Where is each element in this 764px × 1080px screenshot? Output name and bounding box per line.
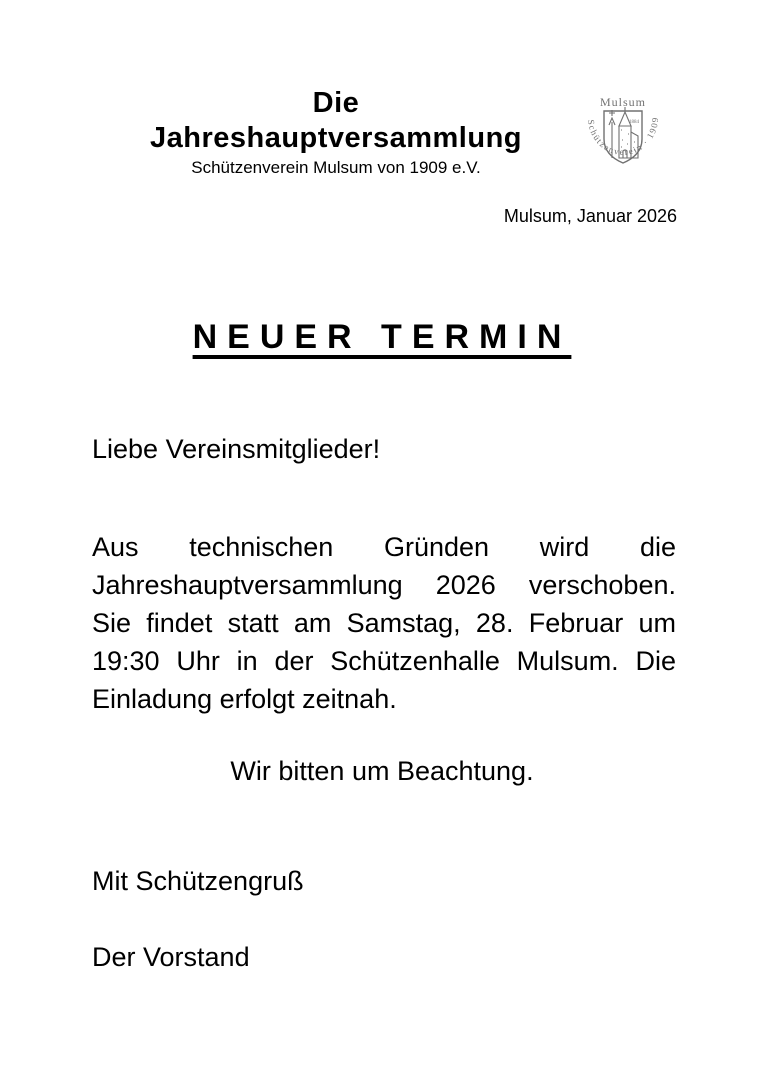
seal-arc-text-container: [586, 116, 660, 157]
paragraph-line: 19:30 Uhr in der Schützenhalle Mulsum. Die: [92, 646, 676, 676]
paragraph-line: Jahreshauptversammlung 2026 verschoben.: [92, 570, 676, 600]
salutation: Liebe Vereinsmitglieder!: [92, 434, 381, 464]
letter-subtitle: Schützenverein Mulsum von 1909 e.V.: [191, 158, 481, 177]
paragraph-line: Sie findet statt am Samstag, 28. Februar um: [92, 608, 676, 638]
body-paragraph: [92, 528, 676, 718]
dateline: Mulsum, Januar 2026: [503, 206, 677, 226]
paragraph-line: Aus technischen Gründen wird die: [92, 532, 676, 562]
headline: [0, 315, 764, 359]
seal-inner-mark: 1884: [629, 120, 639, 125]
closing-greeting: Mit Schützengruß: [92, 866, 304, 896]
letter-title: [92, 86, 580, 156]
paragraph-line: Einladung erfolgt zeitnah.: [92, 684, 397, 714]
headline-text: NEUER TERMIN: [192, 318, 572, 356]
seal-top-text: Mulsum: [599, 95, 647, 109]
notice-line: Wir bitten um Beachtung.: [230, 756, 534, 786]
closing-signature: Der Vorstand: [92, 942, 250, 972]
seal-arc-text: Schützenverein · 1909: [585, 116, 661, 158]
club-seal-icon: [582, 92, 664, 184]
letter-title-line1: Die: [312, 87, 360, 119]
letter-title-line2: Jahreshauptversammlung: [149, 122, 522, 154]
